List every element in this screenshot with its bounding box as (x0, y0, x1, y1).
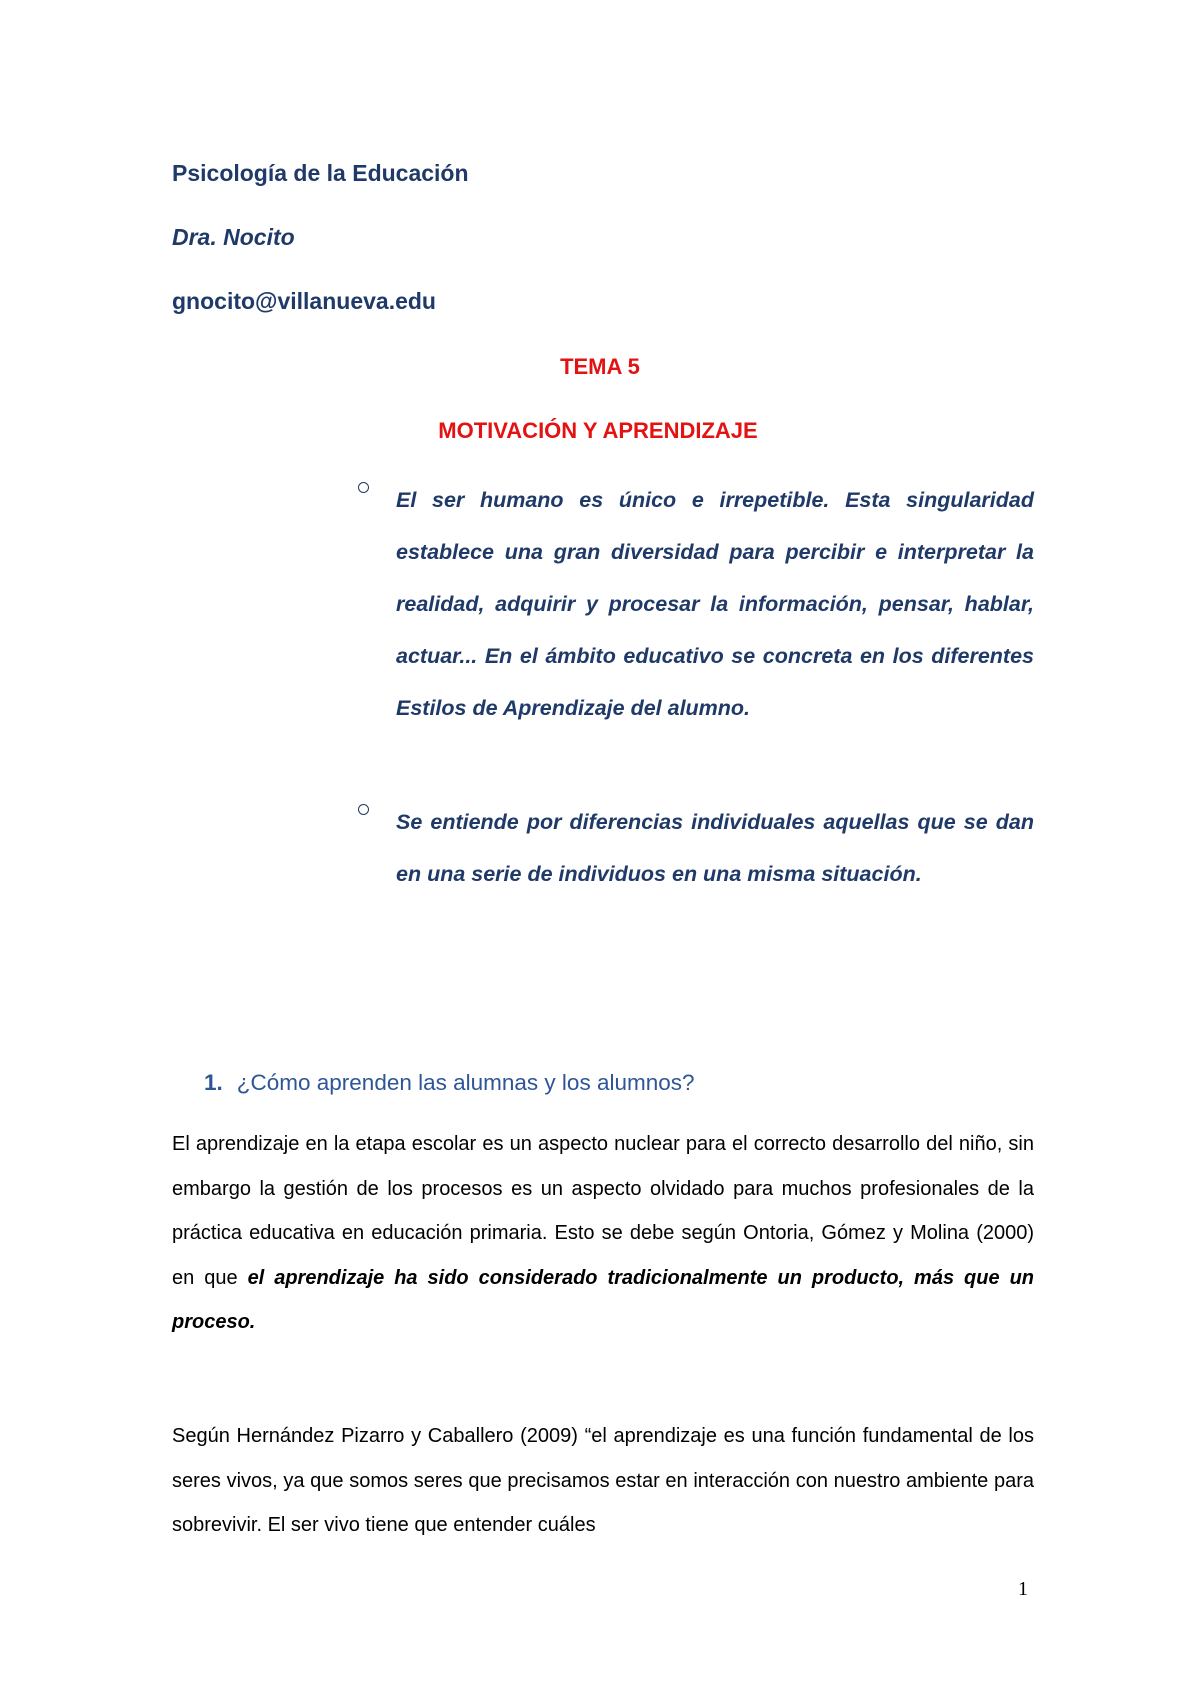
page-number: 1 (1018, 1578, 1028, 1600)
section-number: 1. (204, 1070, 223, 1095)
topic-number: TEMA 5 (560, 354, 640, 379)
paragraph (172, 1414, 1034, 1548)
paragraph-text: El aprendizaje en la etapa escolar es un aspecto nuclear para el correcto desarrollo del niño, sin embargo la gestión de los procesos es un aspecto olvidado para muchos profesionales de la práctica educativa en educación primaria. Esto se debe según Ontoria, Gómez y Molina (2000) en que (172, 1133, 1034, 1289)
section-heading (204, 1070, 695, 1096)
emphasized-quote: el aprendizaje ha sido considerado tradicionalmente un producto, más que un proceso. (172, 1266, 1035, 1333)
topic-title: MOTIVACIÓN Y APRENDIZAJE (438, 418, 758, 443)
hollow-circle-bullet-icon (358, 482, 369, 493)
bullet-text: El ser humano es único e irrepetible. Esta singularidad establece una gran diversidad para percibir e interpretar la realidad, adquirir y procesar la información, pensar, hablar, actuar... En el ámbito educativo se concreta en los diferentes Estilos de Aprendizaje del alumno. (396, 488, 1034, 720)
paragraph-text: Según Hernández Pizarro y Caballero (2009) “el aprendizaje es una función fundamental de los seres vivos, ya que somos seres que precisamos estar en interacción con nuestro ambiente para sobrevivir. El ser vivo tiene que entender cuáles (172, 1425, 1034, 1536)
bullet-text: Se entiende por diferencias individuales aquellas que se dan en una serie de individuos en una misma situación. (396, 810, 1034, 886)
author-name: Dra. Nocito (172, 224, 295, 250)
author-email: gnocito@villanueva.edu (172, 288, 436, 314)
section-title: ¿Cómo aprenden las alumnas y los alumnos? (236, 1070, 695, 1095)
course-title: Psicología de la Educación (172, 160, 469, 186)
paragraph (172, 1122, 1034, 1345)
hollow-circle-bullet-icon (358, 804, 369, 815)
